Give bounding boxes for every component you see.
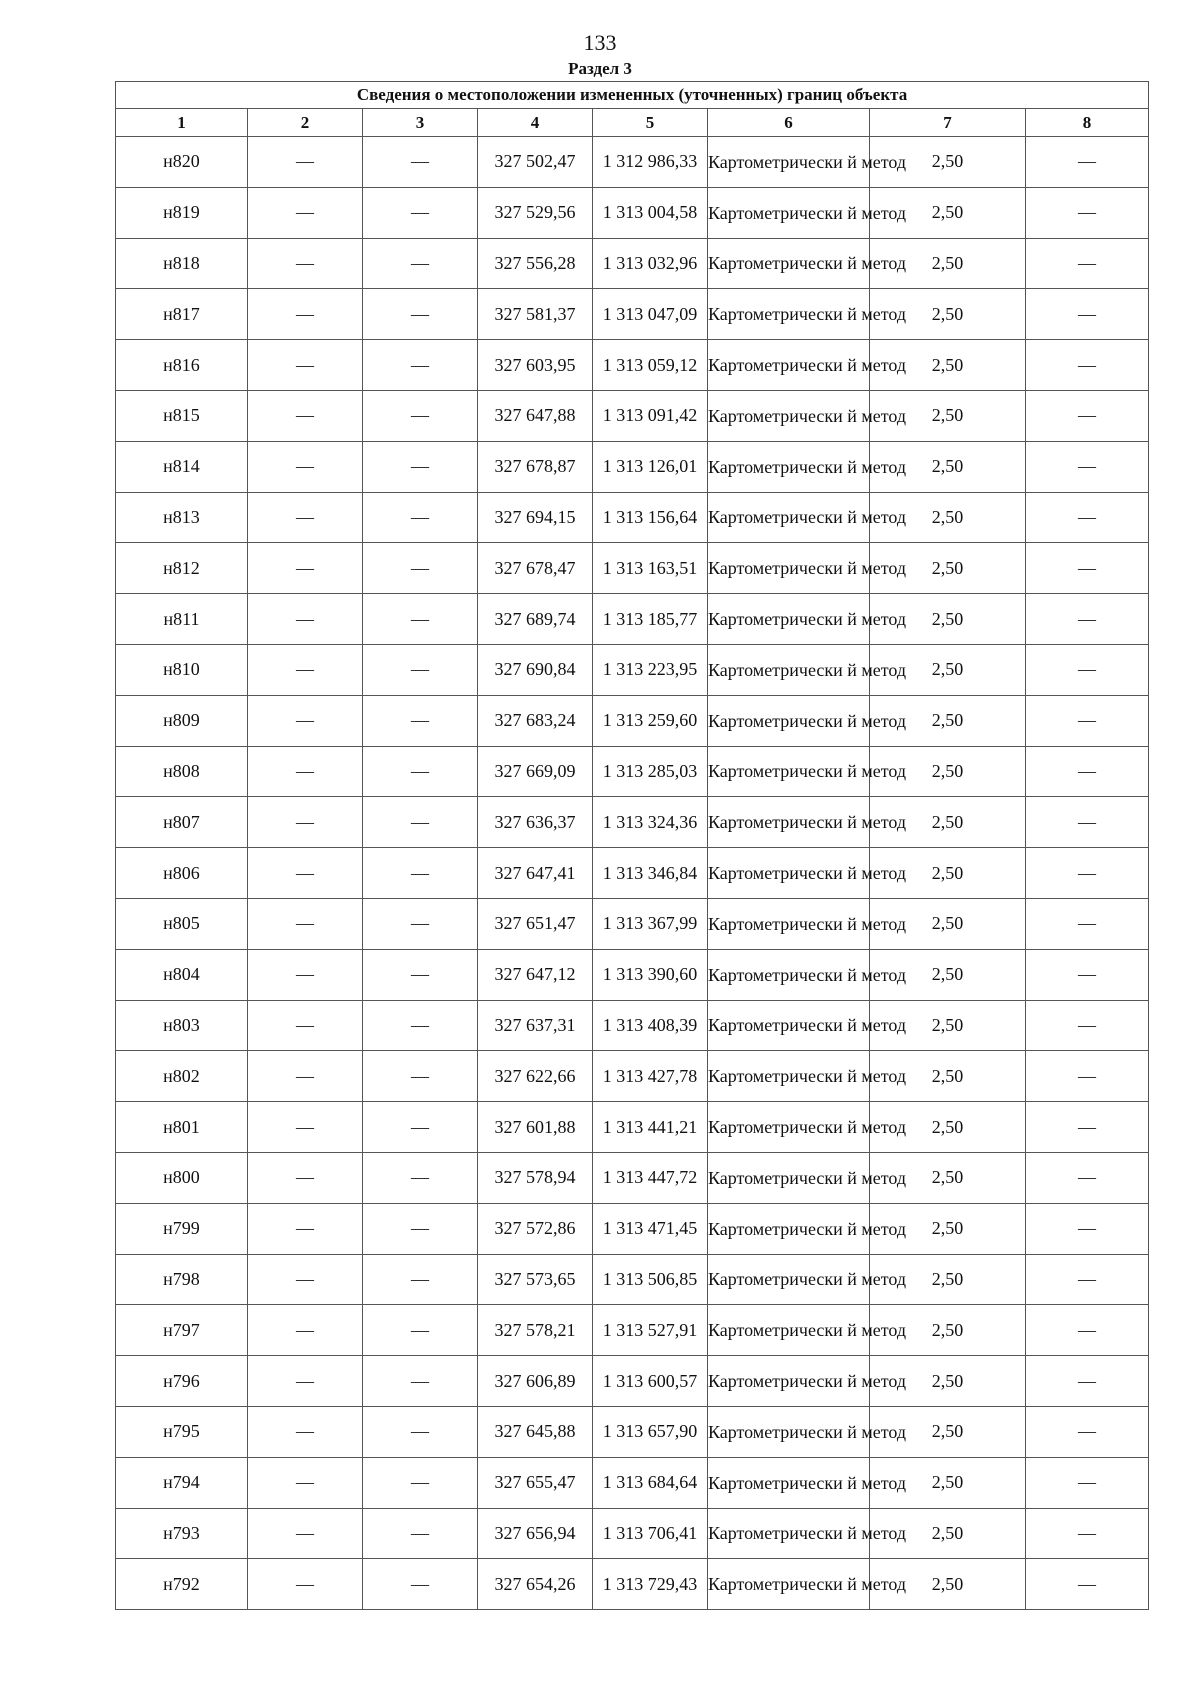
col2-cell: — bbox=[248, 1356, 363, 1407]
method-cell: Картометрически й метод bbox=[708, 848, 870, 899]
x-coordinate-cell: 327 669,09 bbox=[478, 746, 593, 797]
method-cell: Картометрически й метод bbox=[708, 644, 870, 695]
col3-cell: — bbox=[363, 1203, 478, 1254]
method-cell: Картометрически й метод bbox=[708, 1152, 870, 1203]
y-coordinate-cell: 1 313 156,64 bbox=[593, 492, 708, 543]
y-coordinate-cell: 1 313 259,60 bbox=[593, 695, 708, 746]
accuracy-cell: 2,50 bbox=[870, 594, 1026, 645]
col3-cell: — bbox=[363, 390, 478, 441]
point-id-cell: н805 bbox=[116, 898, 248, 949]
y-coordinate-cell: 1 313 059,12 bbox=[593, 340, 708, 391]
accuracy-cell: 2,50 bbox=[870, 1051, 1026, 1102]
method-cell: Картометрически й метод bbox=[708, 1000, 870, 1051]
table-row bbox=[116, 390, 1149, 441]
col2-cell: — bbox=[248, 390, 363, 441]
col3-cell: — bbox=[363, 1000, 478, 1051]
x-coordinate-cell: 327 647,12 bbox=[478, 949, 593, 1000]
accuracy-cell: 2,50 bbox=[870, 797, 1026, 848]
col2-cell: — bbox=[248, 340, 363, 391]
col8-cell: — bbox=[1026, 137, 1149, 188]
y-coordinate-cell: 1 313 441,21 bbox=[593, 1102, 708, 1153]
y-coordinate-cell: 1 313 684,64 bbox=[593, 1457, 708, 1508]
column-number-7: 7 bbox=[870, 109, 1026, 137]
point-id-cell: н796 bbox=[116, 1356, 248, 1407]
x-coordinate-cell: 327 678,87 bbox=[478, 441, 593, 492]
table-row bbox=[116, 492, 1149, 543]
accuracy-cell: 2,50 bbox=[870, 340, 1026, 391]
column-number-2: 2 bbox=[248, 109, 363, 137]
column-number-6: 6 bbox=[708, 109, 870, 137]
method-cell: Картометрически й метод bbox=[708, 1356, 870, 1407]
accuracy-cell: 2,50 bbox=[870, 1356, 1026, 1407]
method-cell: Картометрически й метод bbox=[708, 492, 870, 543]
table-row bbox=[116, 137, 1149, 188]
col8-cell: — bbox=[1026, 1000, 1149, 1051]
col2-cell: — bbox=[248, 1305, 363, 1356]
x-coordinate-cell: 327 573,65 bbox=[478, 1254, 593, 1305]
point-id-cell: н808 bbox=[116, 746, 248, 797]
accuracy-cell: 2,50 bbox=[870, 187, 1026, 238]
y-coordinate-cell: 1 312 986,33 bbox=[593, 137, 708, 188]
col8-cell: — bbox=[1026, 949, 1149, 1000]
table-row bbox=[116, 1457, 1149, 1508]
col2-cell: — bbox=[248, 594, 363, 645]
point-id-cell: н806 bbox=[116, 848, 248, 899]
col8-cell: — bbox=[1026, 594, 1149, 645]
accuracy-cell: 2,50 bbox=[870, 543, 1026, 594]
col8-cell: — bbox=[1026, 1559, 1149, 1610]
x-coordinate-cell: 327 689,74 bbox=[478, 594, 593, 645]
col3-cell: — bbox=[363, 543, 478, 594]
col2-cell: — bbox=[248, 1203, 363, 1254]
col3-cell: — bbox=[363, 1051, 478, 1102]
table-row bbox=[116, 644, 1149, 695]
y-coordinate-cell: 1 313 471,45 bbox=[593, 1203, 708, 1254]
x-coordinate-cell: 327 578,21 bbox=[478, 1305, 593, 1356]
x-coordinate-cell: 327 655,47 bbox=[478, 1457, 593, 1508]
col2-cell: — bbox=[248, 797, 363, 848]
col8-cell: — bbox=[1026, 1457, 1149, 1508]
col2-cell: — bbox=[248, 949, 363, 1000]
col3-cell: — bbox=[363, 137, 478, 188]
method-cell: Картометрически й метод bbox=[708, 187, 870, 238]
table-row bbox=[116, 441, 1149, 492]
method-cell: Картометрически й метод bbox=[708, 1305, 870, 1356]
col2-cell: — bbox=[248, 187, 363, 238]
col8-cell: — bbox=[1026, 1356, 1149, 1407]
method-cell: Картометрически й метод bbox=[708, 543, 870, 594]
point-id-cell: н793 bbox=[116, 1508, 248, 1559]
col2-cell: — bbox=[248, 1051, 363, 1102]
table-row bbox=[116, 238, 1149, 289]
col8-cell: — bbox=[1026, 543, 1149, 594]
y-coordinate-cell: 1 313 600,57 bbox=[593, 1356, 708, 1407]
x-coordinate-cell: 327 654,26 bbox=[478, 1559, 593, 1610]
x-coordinate-cell: 327 645,88 bbox=[478, 1406, 593, 1457]
table-caption: Сведения о местоположении измененных (уточненных) границ объекта bbox=[116, 82, 1149, 109]
accuracy-cell: 2,50 bbox=[870, 898, 1026, 949]
x-coordinate-cell: 327 578,94 bbox=[478, 1152, 593, 1203]
y-coordinate-cell: 1 313 390,60 bbox=[593, 949, 708, 1000]
accuracy-cell: 2,50 bbox=[870, 695, 1026, 746]
col8-cell: — bbox=[1026, 695, 1149, 746]
col2-cell: — bbox=[248, 492, 363, 543]
y-coordinate-cell: 1 313 506,85 bbox=[593, 1254, 708, 1305]
col3-cell: — bbox=[363, 1152, 478, 1203]
col3-cell: — bbox=[363, 1457, 478, 1508]
x-coordinate-cell: 327 656,94 bbox=[478, 1508, 593, 1559]
col2-cell: — bbox=[248, 1406, 363, 1457]
x-coordinate-cell: 327 581,37 bbox=[478, 289, 593, 340]
y-coordinate-cell: 1 313 163,51 bbox=[593, 543, 708, 594]
table-row bbox=[116, 187, 1149, 238]
col8-cell: — bbox=[1026, 1051, 1149, 1102]
point-id-cell: н813 bbox=[116, 492, 248, 543]
x-coordinate-cell: 327 651,47 bbox=[478, 898, 593, 949]
accuracy-cell: 2,50 bbox=[870, 1000, 1026, 1051]
point-id-cell: н810 bbox=[116, 644, 248, 695]
col2-cell: — bbox=[248, 848, 363, 899]
accuracy-cell: 2,50 bbox=[870, 949, 1026, 1000]
accuracy-cell: 2,50 bbox=[870, 1102, 1026, 1153]
col8-cell: — bbox=[1026, 644, 1149, 695]
table-row bbox=[116, 543, 1149, 594]
accuracy-cell: 2,50 bbox=[870, 1305, 1026, 1356]
col3-cell: — bbox=[363, 746, 478, 797]
table-row bbox=[116, 289, 1149, 340]
method-cell: Картометрически й метод bbox=[708, 1102, 870, 1153]
point-id-cell: н804 bbox=[116, 949, 248, 1000]
col2-cell: — bbox=[248, 441, 363, 492]
point-id-cell: н803 bbox=[116, 1000, 248, 1051]
point-id-cell: н807 bbox=[116, 797, 248, 848]
method-cell: Картометрически й метод bbox=[708, 746, 870, 797]
y-coordinate-cell: 1 313 032,96 bbox=[593, 238, 708, 289]
column-number-3: 3 bbox=[363, 109, 478, 137]
method-cell: Картометрически й метод bbox=[708, 441, 870, 492]
table-body bbox=[116, 137, 1149, 1610]
point-id-cell: н815 bbox=[116, 390, 248, 441]
col8-cell: — bbox=[1026, 1305, 1149, 1356]
col2-cell: — bbox=[248, 238, 363, 289]
method-cell: Картометрически й метод bbox=[708, 1051, 870, 1102]
col8-cell: — bbox=[1026, 492, 1149, 543]
table-row bbox=[116, 340, 1149, 391]
y-coordinate-cell: 1 313 729,43 bbox=[593, 1559, 708, 1610]
table-row bbox=[116, 1508, 1149, 1559]
method-cell: Картометрически й метод bbox=[708, 1508, 870, 1559]
point-id-cell: н816 bbox=[116, 340, 248, 391]
col2-cell: — bbox=[248, 695, 363, 746]
y-coordinate-cell: 1 313 185,77 bbox=[593, 594, 708, 645]
point-id-cell: н801 bbox=[116, 1102, 248, 1153]
col2-cell: — bbox=[248, 1559, 363, 1610]
x-coordinate-cell: 327 647,41 bbox=[478, 848, 593, 899]
table-row bbox=[116, 949, 1149, 1000]
method-cell: Картометрически й метод bbox=[708, 1559, 870, 1610]
table-row bbox=[116, 746, 1149, 797]
col3-cell: — bbox=[363, 898, 478, 949]
x-coordinate-cell: 327 694,15 bbox=[478, 492, 593, 543]
col8-cell: — bbox=[1026, 340, 1149, 391]
col3-cell: — bbox=[363, 441, 478, 492]
table-row bbox=[116, 1000, 1149, 1051]
y-coordinate-cell: 1 313 091,42 bbox=[593, 390, 708, 441]
accuracy-cell: 2,50 bbox=[870, 1559, 1026, 1610]
x-coordinate-cell: 327 556,28 bbox=[478, 238, 593, 289]
col2-cell: — bbox=[248, 289, 363, 340]
col3-cell: — bbox=[363, 1356, 478, 1407]
accuracy-cell: 2,50 bbox=[870, 644, 1026, 695]
point-id-cell: н802 bbox=[116, 1051, 248, 1102]
method-cell: Картометрически й метод bbox=[708, 797, 870, 848]
accuracy-cell: 2,50 bbox=[870, 1457, 1026, 1508]
method-cell: Картометрически й метод bbox=[708, 390, 870, 441]
col3-cell: — bbox=[363, 797, 478, 848]
point-id-cell: н799 bbox=[116, 1203, 248, 1254]
accuracy-cell: 2,50 bbox=[870, 1203, 1026, 1254]
col3-cell: — bbox=[363, 1254, 478, 1305]
table-caption-row bbox=[116, 82, 1149, 109]
table-row bbox=[116, 898, 1149, 949]
table-row bbox=[116, 594, 1149, 645]
point-id-cell: н798 bbox=[116, 1254, 248, 1305]
x-coordinate-cell: 327 647,88 bbox=[478, 390, 593, 441]
col3-cell: — bbox=[363, 1102, 478, 1153]
table-row bbox=[116, 1406, 1149, 1457]
col3-cell: — bbox=[363, 340, 478, 391]
method-cell: Картометрически й метод bbox=[708, 137, 870, 188]
table-row bbox=[116, 1305, 1149, 1356]
column-number-1: 1 bbox=[116, 109, 248, 137]
section-title: Раздел 3 bbox=[568, 59, 632, 78]
col3-cell: — bbox=[363, 695, 478, 746]
col8-cell: — bbox=[1026, 441, 1149, 492]
method-cell: Картометрически й метод bbox=[708, 340, 870, 391]
y-coordinate-cell: 1 313 527,91 bbox=[593, 1305, 708, 1356]
accuracy-cell: 2,50 bbox=[870, 238, 1026, 289]
col3-cell: — bbox=[363, 1508, 478, 1559]
method-cell: Картометрически й метод bbox=[708, 1254, 870, 1305]
col2-cell: — bbox=[248, 1508, 363, 1559]
col2-cell: — bbox=[248, 543, 363, 594]
y-coordinate-cell: 1 313 047,09 bbox=[593, 289, 708, 340]
y-coordinate-cell: 1 313 427,78 bbox=[593, 1051, 708, 1102]
page-number: 133 bbox=[583, 30, 617, 55]
table-row bbox=[116, 1356, 1149, 1407]
col3-cell: — bbox=[363, 238, 478, 289]
col8-cell: — bbox=[1026, 1203, 1149, 1254]
point-id-cell: н818 bbox=[116, 238, 248, 289]
accuracy-cell: 2,50 bbox=[870, 746, 1026, 797]
y-coordinate-cell: 1 313 706,41 bbox=[593, 1508, 708, 1559]
x-coordinate-cell: 327 683,24 bbox=[478, 695, 593, 746]
x-coordinate-cell: 327 606,89 bbox=[478, 1356, 593, 1407]
point-id-cell: н811 bbox=[116, 594, 248, 645]
col2-cell: — bbox=[248, 746, 363, 797]
y-coordinate-cell: 1 313 657,90 bbox=[593, 1406, 708, 1457]
x-coordinate-cell: 327 622,66 bbox=[478, 1051, 593, 1102]
method-cell: Картометрически й метод bbox=[708, 1406, 870, 1457]
column-number-8: 8 bbox=[1026, 109, 1149, 137]
point-id-cell: н819 bbox=[116, 187, 248, 238]
col8-cell: — bbox=[1026, 1406, 1149, 1457]
y-coordinate-cell: 1 313 126,01 bbox=[593, 441, 708, 492]
method-cell: Картометрически й метод bbox=[708, 898, 870, 949]
col8-cell: — bbox=[1026, 390, 1149, 441]
x-coordinate-cell: 327 637,31 bbox=[478, 1000, 593, 1051]
col8-cell: — bbox=[1026, 797, 1149, 848]
point-id-cell: н797 bbox=[116, 1305, 248, 1356]
col8-cell: — bbox=[1026, 289, 1149, 340]
table-row bbox=[116, 848, 1149, 899]
x-coordinate-cell: 327 690,84 bbox=[478, 644, 593, 695]
x-coordinate-cell: 327 603,95 bbox=[478, 340, 593, 391]
col3-cell: — bbox=[363, 1559, 478, 1610]
table-row bbox=[116, 1254, 1149, 1305]
point-id-cell: н794 bbox=[116, 1457, 248, 1508]
col2-cell: — bbox=[248, 1102, 363, 1153]
col3-cell: — bbox=[363, 949, 478, 1000]
table-row bbox=[116, 1051, 1149, 1102]
x-coordinate-cell: 327 572,86 bbox=[478, 1203, 593, 1254]
col8-cell: — bbox=[1026, 238, 1149, 289]
col2-cell: — bbox=[248, 1000, 363, 1051]
point-id-cell: н800 bbox=[116, 1152, 248, 1203]
accuracy-cell: 2,50 bbox=[870, 1152, 1026, 1203]
table-row bbox=[116, 695, 1149, 746]
x-coordinate-cell: 327 502,47 bbox=[478, 137, 593, 188]
column-number-row bbox=[116, 109, 1149, 137]
method-cell: Картометрически й метод bbox=[708, 695, 870, 746]
y-coordinate-cell: 1 313 004,58 bbox=[593, 187, 708, 238]
method-cell: Картометрически й метод bbox=[708, 238, 870, 289]
table-row bbox=[116, 797, 1149, 848]
col2-cell: — bbox=[248, 1457, 363, 1508]
table-row bbox=[116, 1152, 1149, 1203]
x-coordinate-cell: 327 636,37 bbox=[478, 797, 593, 848]
col3-cell: — bbox=[363, 848, 478, 899]
col2-cell: — bbox=[248, 1152, 363, 1203]
table-row bbox=[116, 1559, 1149, 1610]
col3-cell: — bbox=[363, 594, 478, 645]
accuracy-cell: 2,50 bbox=[870, 137, 1026, 188]
col2-cell: — bbox=[248, 898, 363, 949]
x-coordinate-cell: 327 529,56 bbox=[478, 187, 593, 238]
point-id-cell: н814 bbox=[116, 441, 248, 492]
method-cell: Картометрически й метод bbox=[708, 594, 870, 645]
column-number-4: 4 bbox=[478, 109, 593, 137]
method-cell: Картометрически й метод bbox=[708, 1457, 870, 1508]
method-cell: Картометрически й метод bbox=[708, 289, 870, 340]
col8-cell: — bbox=[1026, 1102, 1149, 1153]
col3-cell: — bbox=[363, 289, 478, 340]
point-id-cell: н812 bbox=[116, 543, 248, 594]
col3-cell: — bbox=[363, 187, 478, 238]
accuracy-cell: 2,50 bbox=[870, 848, 1026, 899]
method-cell: Картометрически й метод bbox=[708, 1203, 870, 1254]
table-row bbox=[116, 1102, 1149, 1153]
column-number-5: 5 bbox=[593, 109, 708, 137]
point-id-cell: н792 bbox=[116, 1559, 248, 1610]
boundary-coordinates-table bbox=[115, 81, 1149, 1610]
col8-cell: — bbox=[1026, 898, 1149, 949]
col8-cell: — bbox=[1026, 1152, 1149, 1203]
col8-cell: — bbox=[1026, 848, 1149, 899]
col3-cell: — bbox=[363, 1406, 478, 1457]
x-coordinate-cell: 327 601,88 bbox=[478, 1102, 593, 1153]
col2-cell: — bbox=[248, 1254, 363, 1305]
col3-cell: — bbox=[363, 1305, 478, 1356]
method-cell: Картометрически й метод bbox=[708, 949, 870, 1000]
y-coordinate-cell: 1 313 408,39 bbox=[593, 1000, 708, 1051]
col8-cell: — bbox=[1026, 1254, 1149, 1305]
col3-cell: — bbox=[363, 492, 478, 543]
accuracy-cell: 2,50 bbox=[870, 289, 1026, 340]
point-id-cell: н809 bbox=[116, 695, 248, 746]
col8-cell: — bbox=[1026, 746, 1149, 797]
col2-cell: — bbox=[248, 137, 363, 188]
accuracy-cell: 2,50 bbox=[870, 1254, 1026, 1305]
y-coordinate-cell: 1 313 367,99 bbox=[593, 898, 708, 949]
y-coordinate-cell: 1 313 447,72 bbox=[593, 1152, 708, 1203]
point-id-cell: н795 bbox=[116, 1406, 248, 1457]
col3-cell: — bbox=[363, 644, 478, 695]
y-coordinate-cell: 1 313 223,95 bbox=[593, 644, 708, 695]
accuracy-cell: 2,50 bbox=[870, 390, 1026, 441]
y-coordinate-cell: 1 313 346,84 bbox=[593, 848, 708, 899]
col2-cell: — bbox=[248, 644, 363, 695]
table-row bbox=[116, 1203, 1149, 1254]
point-id-cell: н820 bbox=[116, 137, 248, 188]
accuracy-cell: 2,50 bbox=[870, 1508, 1026, 1559]
accuracy-cell: 2,50 bbox=[870, 492, 1026, 543]
y-coordinate-cell: 1 313 285,03 bbox=[593, 746, 708, 797]
col8-cell: — bbox=[1026, 187, 1149, 238]
accuracy-cell: 2,50 bbox=[870, 441, 1026, 492]
point-id-cell: н817 bbox=[116, 289, 248, 340]
x-coordinate-cell: 327 678,47 bbox=[478, 543, 593, 594]
col8-cell: — bbox=[1026, 1508, 1149, 1559]
accuracy-cell: 2,50 bbox=[870, 1406, 1026, 1457]
y-coordinate-cell: 1 313 324,36 bbox=[593, 797, 708, 848]
